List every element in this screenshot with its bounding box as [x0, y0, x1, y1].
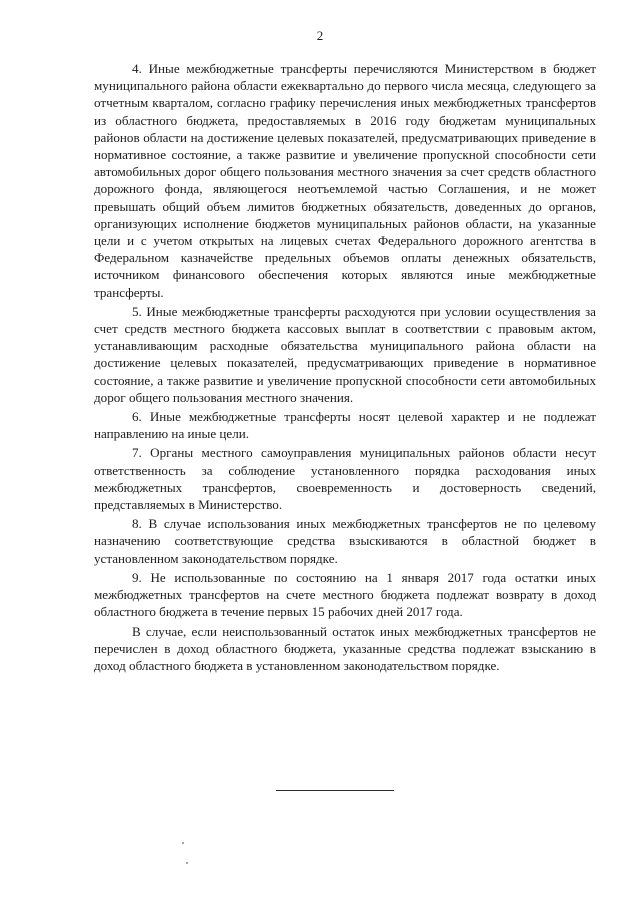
document-body [94, 60, 596, 676]
paragraph-6: 6. Иные межбюджетные трансферты носят целевой характер и не подлежат направлению на иные цели. [94, 409, 596, 442]
paragraph-5: 5. Иные межбюджетные трансферты расходуются при условии осуществления за счет средств местного бюджета кассовых выплат в соответствии с правовым актом, устанавливающим расходные обязательства муниципального района области на достижение целевых показателей, предусматривающих приведение в нормативное состояние, а также развитие и увеличение пропускной способности сети автомобильных дорог общего пользования местного значения. [94, 303, 596, 405]
scan-artifact [182, 842, 184, 844]
scan-artifact [186, 862, 188, 864]
closing-divider-line [276, 790, 394, 791]
paragraph-8: 8. В случае использования иных межбюджетных трансфертов не по целевому назначению соответствующие средства взыскиваются в областной бюджет в установленном законодательством порядке. [94, 516, 596, 566]
paragraph-7: 7. Органы местного самоуправления муниципальных районов области несут ответственность за соблюдение установленного порядка расходования иных межбюджетных трансфертов, своевременность и достоверность сведений, представляемых в Министерство. [94, 445, 596, 513]
page-number: 2 [316, 28, 324, 43]
paragraph-4: 4. Иные межбюджетные трансферты перечисляются Министерством в бюджет муниципального района области ежеквартально до первого числа месяца, следующего за отчетным кварталом, согласно графику перечисления иных межбюджетных трансфертов из областного бюджета, предоставляемых в 2016 году бюджетам муниципальных районов области на достижение целевых показателей, предусматривающих приведение в нормативное состояние, а также развитие и увеличение пропускной способности сети автомобильных дорог общего пользования местного значения за счет средств областного дорожного фонда, являющегося неотъемлемой частью Соглашения, и не может превышать общий объем лимитов бюджетных обязательств, доведенных до органов, организующих исполнение бюджетов муниципальных районов области, на указанные цели и с учетом открытых на лицевых счетах Федерального дорожного агентства в Федеральном казначействе предельных объемов оплаты денежных обязательств, источником финансового обеспечения которых являются иные межбюджетные трансферты. [94, 61, 596, 300]
paragraph-remainder: В случае, если неиспользованный остаток иных межбюджетных трансфертов не перечислен в доход областного бюджета, указанные средства подлежат взысканию в доход областного бюджета в установленном законодательством порядке. [94, 623, 596, 673]
paragraph-9: 9. Не использованные по состоянию на 1 января 2017 года остатки иных межбюджетных трансфертов на счете местного бюджета подлежат возврату в доход областного бюджета в течение первых 15 рабочих дней 2017 года. [94, 569, 596, 620]
